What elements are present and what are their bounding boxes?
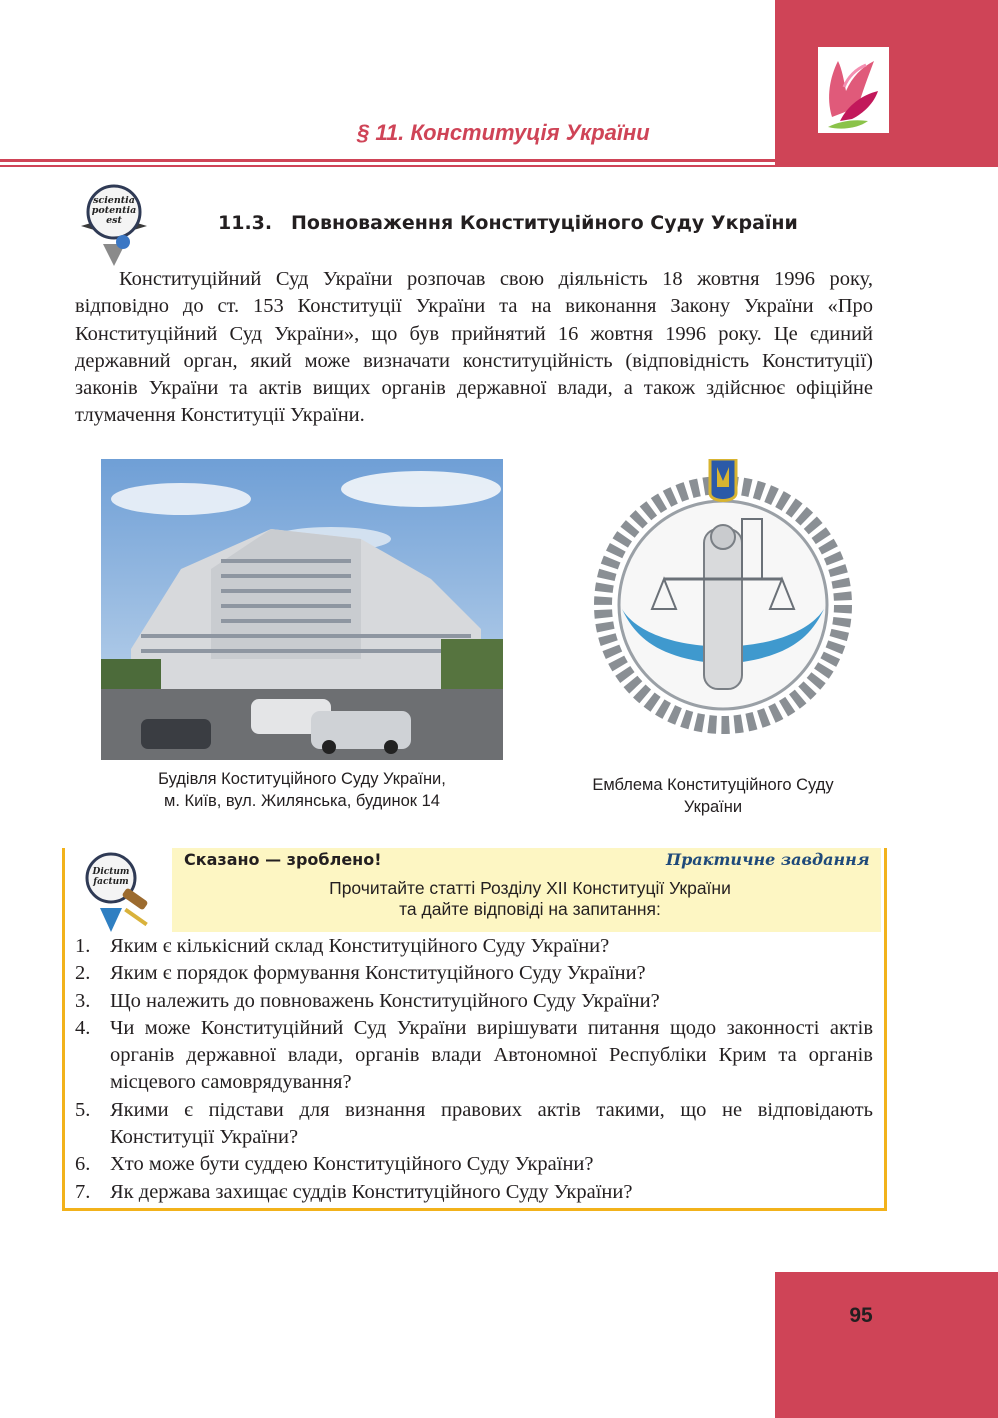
- list-item: 7. Як держава захищає суддів Конституційного Суду України?: [75, 1180, 633, 1203]
- task-badge-word-2: factum: [93, 877, 129, 887]
- subsection-number: 11.3.: [218, 212, 273, 234]
- task-title-said-done: Сказано — зроблено!: [184, 850, 382, 869]
- question-list: [75, 933, 873, 1206]
- court-building-photo: [101, 459, 503, 760]
- task-badge-word-1: Dictum: [92, 867, 130, 877]
- page-number: 95: [849, 1304, 873, 1327]
- badge-word-1: scientia: [93, 195, 135, 206]
- footer-color-block: [775, 1272, 998, 1418]
- subsection-heading: [218, 212, 798, 234]
- badge-word-2: potentia: [91, 205, 137, 216]
- hands-logo-icon: [818, 47, 889, 133]
- header-rule-bottom: [0, 165, 998, 167]
- building-photo-caption: [110, 768, 494, 812]
- emblem-caption: [560, 774, 866, 818]
- scientia-potentia-est-badge-icon: [75, 182, 153, 268]
- list-item: 1. Яким є кількісний склад Конституційного Суду України?: [75, 935, 610, 957]
- court-emblem-image: [592, 459, 855, 735]
- header-rule-top: [0, 159, 775, 162]
- emblem-caption-line-1: Емблема Конституційного Суду: [592, 776, 834, 794]
- badge-word-3: est: [106, 215, 122, 226]
- task-title-practical: Практичне завдання: [666, 850, 870, 869]
- list-item: 4. Чи може Конституційний Суд України вирішувати питання щодо законності актів органів державної влади, органів влади Автономної Республіки Крим та органів місцевого самоврядування?: [75, 1016, 873, 1094]
- building-caption-line-2: м. Київ, вул. Жилянська, будинок 14: [164, 792, 440, 810]
- emblem-caption-line-2: України: [683, 798, 743, 816]
- section-title: § 11. Конституція України: [357, 120, 650, 145]
- list-item: 6. Хто може бути суддею Конституційного Суду України?: [75, 1153, 594, 1176]
- dictum-factum-badge-icon: [82, 850, 160, 936]
- task-instruction-line-2: та дайте відповіді на запитання:: [399, 899, 661, 919]
- body-paragraph: Конституційний Суд України розпочав свою діяльність 18 жовтня 1996 року, відповідно до ст. 153 Конституції України та на виконання Закону України «Про Конституційний Суд України», що був прийнятий 16 жовтня 1996 року. Це єдиний державний орган, який може визначати конституційність (відповідність Конституції) законів України та актів вищих органів державної влади, а також здійснює офіційне тлумачення Конституції України.: [75, 268, 873, 427]
- task-instruction-line-1: Прочитайте статті Розділу XII Конституції України: [329, 878, 731, 898]
- list-item: 3. Що належить до повноважень Конституційного Суду України?: [75, 989, 660, 1012]
- task-instruction: [260, 878, 800, 920]
- list-item: 5. Якими є підстави для визнання правових актів такими, що не відповідають Конституції України?: [75, 1098, 873, 1149]
- subsection-title: Повноваження Конституційного Суду України: [291, 212, 798, 234]
- building-caption-line-1: Будівля Коституційного Суду України,: [158, 770, 446, 788]
- list-item: 2. Яким є порядок формування Конституційного Суду України?: [75, 962, 646, 985]
